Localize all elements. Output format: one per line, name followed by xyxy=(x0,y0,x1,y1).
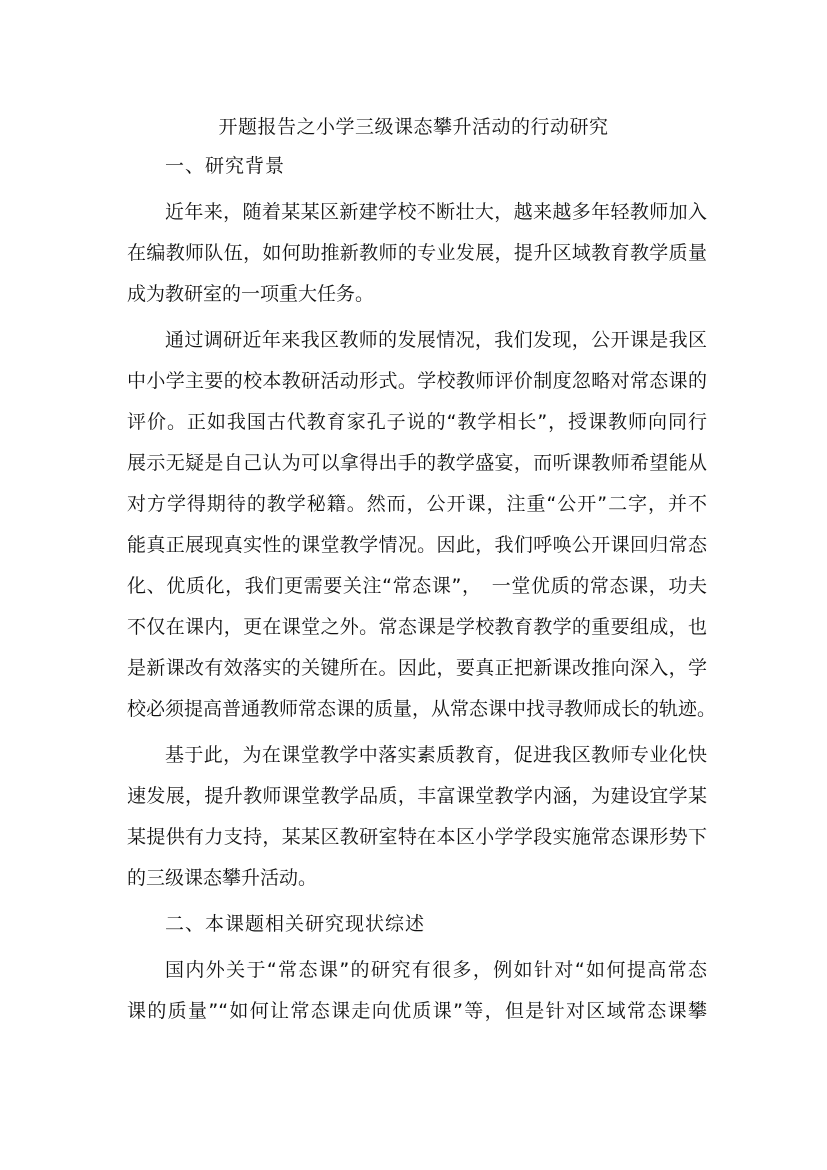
paragraph-1-line-3: 成为教研室的一项重大任务。 xyxy=(127,283,375,305)
paragraph-3-line-2: 速发展，提升教师课堂教学品质，丰富课堂教学内涵，为建设宜学某 xyxy=(127,785,707,807)
paragraph-3-line-3: 某提供有力支持，某某区教研室特在本区小学学段实施常态课形势下 xyxy=(127,826,707,848)
paragraph-4-line-1: 国内外关于“常态课”的研究有很多，例如针对“如何提高常态 xyxy=(165,959,707,981)
paragraph-2-line-5: 对方学得期待的教学秘籍。然而，公开课，注重“公开”二字，并不 xyxy=(127,493,707,515)
paragraph-2-line-3: 评价。正如我国古代教育家孔子说的“教学相长”，授课教师向同行 xyxy=(127,411,707,433)
section-heading-research-status: 二、本课题相关研究现状综述 xyxy=(165,913,426,935)
paragraph-1-line-1: 近年来，随着某某区新建学校不断壮大，越来越多年轻教师加入 xyxy=(165,201,707,223)
paragraph-2-line-9: 是新课改有效落实的关键所在。因此，要真正把新课改推向深入，学 xyxy=(127,657,707,679)
paragraph-2-line-1: 通过调研近年来我区教师的发展情况，我们发现，公开课是我区 xyxy=(165,329,707,351)
paragraph-2-line-4: 展示无疑是自己认为可以拿得出手的教学盛宴，而听课教师希望能从 xyxy=(127,452,707,474)
section-heading-research-background: 一、研究背景 xyxy=(165,155,286,177)
paragraph-1-line-2: 在编教师队伍，如何助推新教师的专业发展，提升区域教育教学质量 xyxy=(127,242,707,264)
paragraph-2-line-2: 中小学主要的校本教研活动形式。学校教师评价制度忽略对常态课的 xyxy=(127,370,707,392)
paragraph-2-line-6: 能真正展现真实性的课堂教学情况。因此，我们呼唤公开课回归常态 xyxy=(127,534,707,556)
paragraph-2-line-8: 不仅在课内，更在课堂之外。常态课是学校教育教学的重要组成，也 xyxy=(127,616,707,638)
document-title: 开题报告之小学三级课态攀升活动的行动研究 xyxy=(218,116,609,138)
paragraph-4-line-2: 课的质量”“如何让常态课走向优质课”等，但是针对区域常态课攀 xyxy=(127,1000,707,1022)
paragraph-2-line-10: 校必须提高普通教师常态课的质量，从常态课中找寻教师成长的轨迹。 xyxy=(127,698,717,720)
paragraph-2-line-7: 化、优质化，我们更需要关注“常态课”， 一堂优质的常态课，功夫 xyxy=(127,575,707,597)
paragraph-3-line-4: 的三级课态攀升活动。 xyxy=(127,867,318,889)
paragraph-3-line-1: 基于此，为在课堂教学中落实素质教育，促进我区教师专业化快 xyxy=(165,744,707,766)
